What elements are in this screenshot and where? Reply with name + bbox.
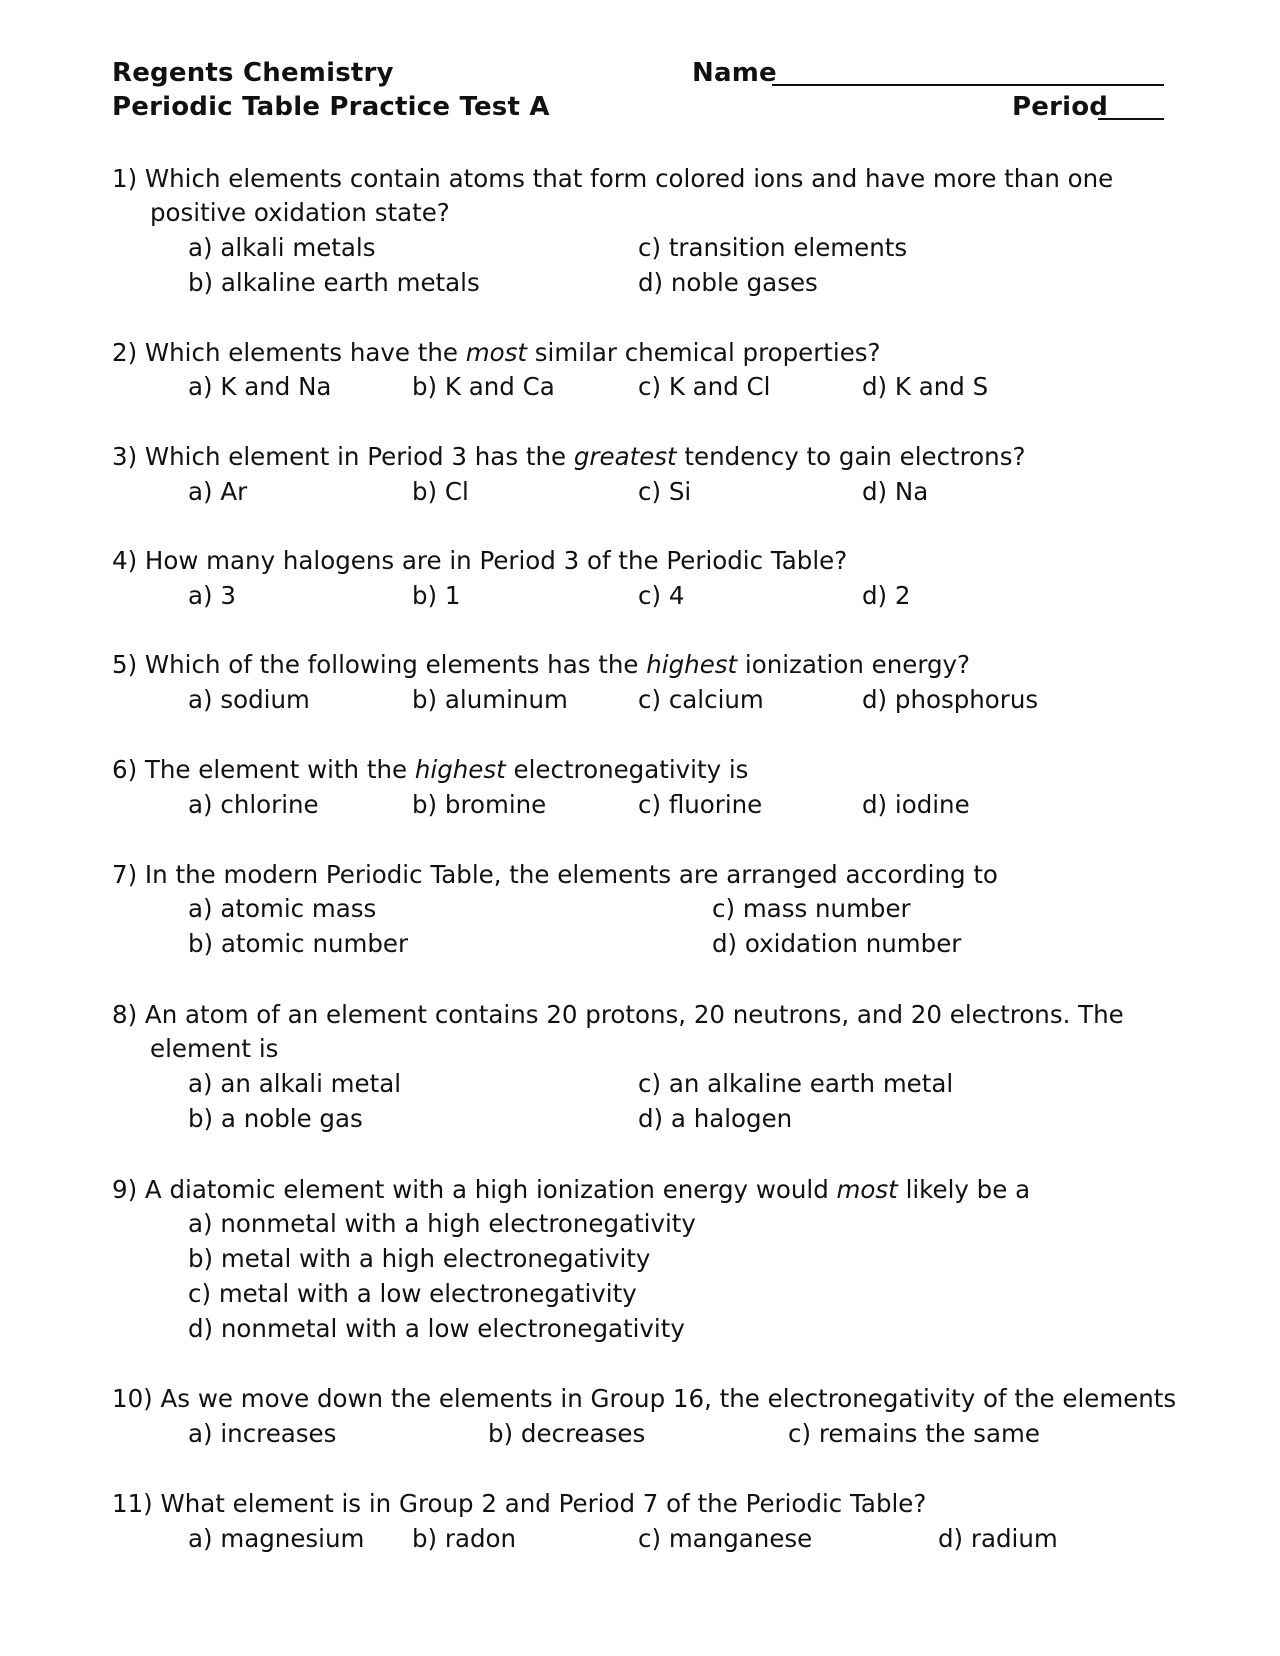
q9-option-c[interactable]: c) metal with a low electronegativity [188, 1279, 637, 1308]
q9-option-b[interactable]: b) metal with a high electronegativity [188, 1244, 651, 1273]
q6-option-b[interactable]: b) bromine [412, 790, 547, 819]
q8-option-d[interactable]: d) a halogen [638, 1104, 793, 1133]
q1-option-c[interactable]: c) transition elements [638, 233, 908, 262]
question-8-line-2: element is [150, 1034, 279, 1063]
q2-option-a[interactable]: a) K and Na [188, 372, 332, 401]
q3-option-d[interactable]: d) Na [862, 477, 929, 506]
q1-option-a[interactable]: a) alkali metals [188, 233, 376, 262]
q3-option-c[interactable]: c) Si [638, 477, 692, 506]
question-9 [112, 1175, 1030, 1204]
q4-option-d[interactable]: d) 2 [862, 581, 911, 610]
q6-option-c[interactable]: c) fluorine [638, 790, 763, 819]
q2-text-pre: 2) Which elements have the [112, 338, 466, 367]
question-2 [112, 338, 881, 367]
q10-option-a[interactable]: a) increases [188, 1419, 337, 1448]
q9-text-pre: 9) A diatomic element with a high ionization energy would [112, 1175, 837, 1204]
q2-option-b[interactable]: b) K and Ca [412, 372, 555, 401]
q2-text-post: similar chemical properties? [527, 338, 881, 367]
q10-option-b[interactable]: b) decreases [488, 1419, 646, 1448]
question-1-line-1: 1) Which elements contain atoms that form colored ions and have more than one [112, 164, 1114, 193]
q6-emphasis: highest [414, 755, 506, 784]
q4-option-b[interactable]: b) 1 [412, 581, 461, 610]
q7-option-d[interactable]: d) oxidation number [712, 929, 962, 958]
q1-option-b[interactable]: b) alkaline earth metals [188, 268, 480, 297]
question-4: 4) How many halogens are in Period 3 of the Periodic Table? [112, 546, 848, 575]
q11-option-d[interactable]: d) radium [938, 1524, 1058, 1553]
q7-option-a[interactable]: a) atomic mass [188, 894, 377, 923]
q7-option-b[interactable]: b) atomic number [188, 929, 409, 958]
q8-option-b[interactable]: b) a noble gas [188, 1104, 363, 1133]
q1-option-d[interactable]: d) noble gases [638, 268, 818, 297]
q5-text-pre: 5) Which of the following elements has the [112, 650, 647, 679]
question-11: 11) What element is in Group 2 and Period 7 of the Periodic Table? [112, 1489, 927, 1518]
q9-option-d[interactable]: d) nonmetal with a low electronegativity [188, 1314, 685, 1343]
question-7: 7) In the modern Periodic Table, the elements are arranged according to [112, 860, 998, 889]
q8-option-c[interactable]: c) an alkaline earth metal [638, 1069, 954, 1098]
course-title: Regents Chemistry [112, 58, 394, 88]
q3-text-post: tendency to gain electrons? [676, 442, 1026, 471]
question-3 [112, 442, 1025, 471]
question-1-line-2: positive oxidation state? [150, 198, 450, 227]
q2-option-d[interactable]: d) K and S [862, 372, 989, 401]
question-6 [112, 755, 748, 784]
q3-emphasis: greatest [573, 442, 677, 471]
q4-option-a[interactable]: a) 3 [188, 581, 236, 610]
q5-emphasis: highest [646, 650, 738, 679]
q9-option-a[interactable]: a) nonmetal with a high electronegativity [188, 1209, 696, 1238]
test-title: Periodic Table Practice Test A [112, 92, 550, 122]
question-10: 10) As we move down the elements in Group 16, the electronegativity of the elements [112, 1384, 1177, 1413]
q3-option-a[interactable]: a) Ar [188, 477, 248, 506]
q9-emphasis: most [836, 1175, 898, 1204]
q3-option-b[interactable]: b) Cl [412, 477, 469, 506]
q3-text-pre: 3) Which element in Period 3 has the [112, 442, 574, 471]
q5-option-a[interactable]: a) sodium [188, 685, 310, 714]
q11-option-c[interactable]: c) manganese [638, 1524, 813, 1553]
q4-option-c[interactable]: c) 4 [638, 581, 685, 610]
q6-option-a[interactable]: a) chlorine [188, 790, 319, 819]
q7-option-c[interactable]: c) mass number [712, 894, 911, 923]
q11-option-b[interactable]: b) radon [412, 1524, 517, 1553]
q5-text-post: ionization energy? [737, 650, 971, 679]
name-blank[interactable] [772, 84, 1164, 86]
q11-option-a[interactable]: a) magnesium [188, 1524, 365, 1553]
question-8-line-1: 8) An atom of an element contains 20 protons, 20 neutrons, and 20 electrons. The [112, 1000, 1124, 1029]
q5-option-b[interactable]: b) aluminum [412, 685, 568, 714]
period-blank[interactable] [1098, 118, 1164, 120]
q9-text-post: likely be a [897, 1175, 1031, 1204]
q10-option-c[interactable]: c) remains the same [788, 1419, 1040, 1448]
q8-option-a[interactable]: a) an alkali metal [188, 1069, 402, 1098]
q2-option-c[interactable]: c) K and Cl [638, 372, 771, 401]
q5-option-c[interactable]: c) calcium [638, 685, 764, 714]
q6-text-pre: 6) The element with the [112, 755, 415, 784]
question-5 [112, 650, 970, 679]
name-label: Name [692, 58, 777, 88]
q6-text-post: electronegativity is [505, 755, 749, 784]
q5-option-d[interactable]: d) phosphorus [862, 685, 1039, 714]
period-label: Period [1012, 92, 1109, 122]
q6-option-d[interactable]: d) iodine [862, 790, 970, 819]
q2-emphasis: most [465, 338, 527, 367]
